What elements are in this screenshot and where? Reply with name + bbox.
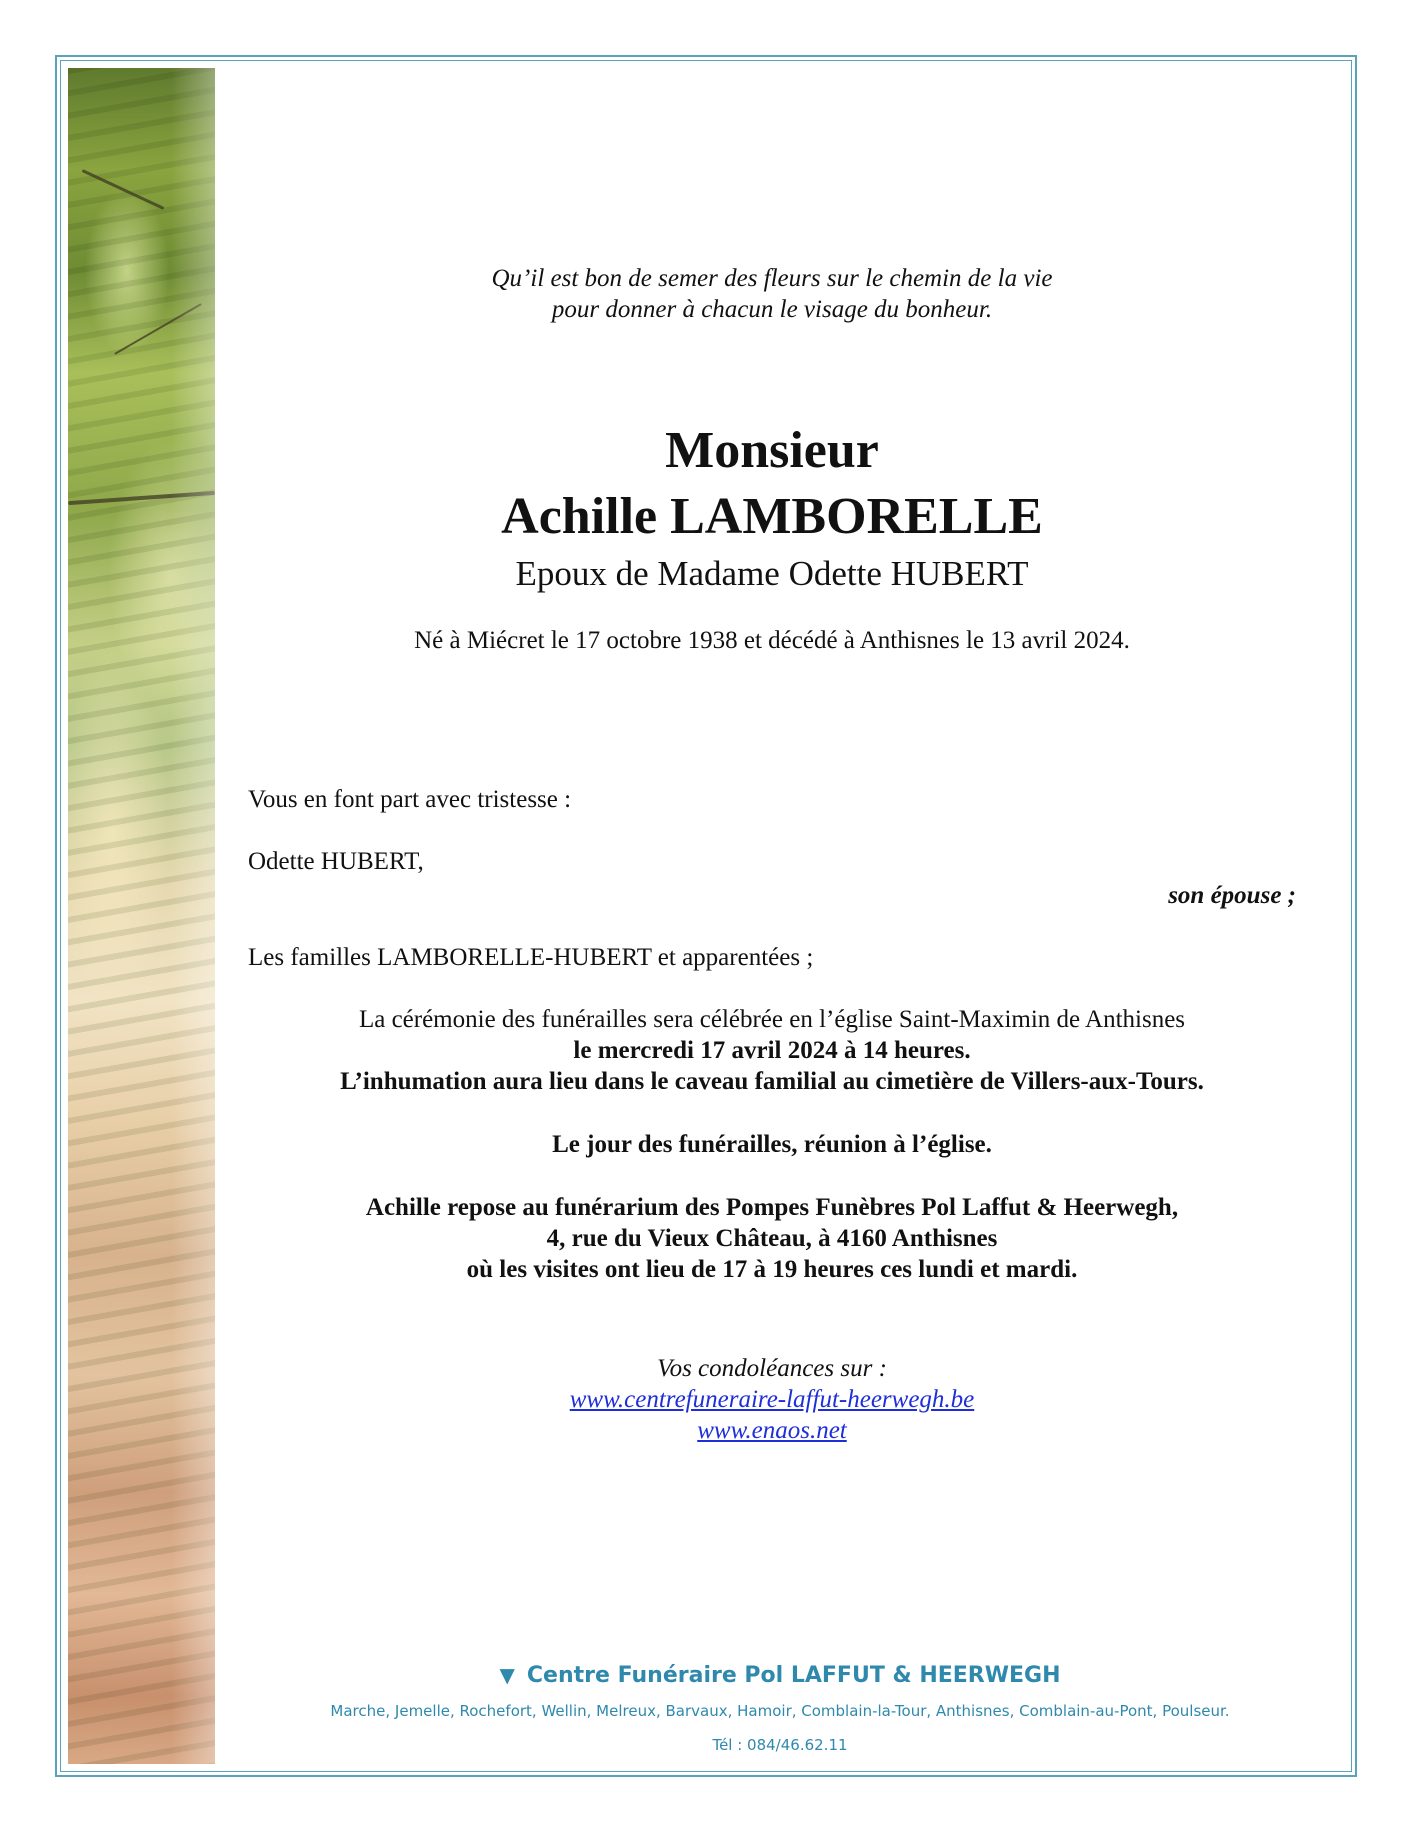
visits-line-1: Achille repose au funérarium des Pompes Funèbres Pol Laffut & Heerwegh, <box>365 1194 1179 1221</box>
ceremony-block <box>248 1004 1296 1097</box>
opening-quote <box>248 263 1296 325</box>
forest-path-photo <box>68 68 215 1764</box>
meeting-line: Le jour des funérailles, réunion à l’église. <box>552 1131 992 1158</box>
families-line: Les familles LAMBORELLE-HUBERT et apparentées ; <box>248 944 814 971</box>
spouse-line: Epoux de Madame Odette HUBERT <box>515 554 1029 593</box>
condolences-link-enaos[interactable]: www.enaos.net <box>697 1417 847 1444</box>
visits-block <box>248 1192 1296 1285</box>
funeral-home-towns: Marche, Jemelle, Rochefort, Wellin, Melreux, Barvaux, Hamoir, Comblain-la-Tour, Anthisnes, Comblain-au-Pont, Poulseur. <box>330 1702 1230 1720</box>
spouse-role: son épouse ; <box>1168 882 1296 909</box>
deceased-name: Achille LAMBORELLE <box>501 488 1043 545</box>
family-intro: Vous en font part avec tristesse : <box>248 786 572 813</box>
quote-line-2: pour donner à chacun le visage du bonheur. <box>551 296 993 323</box>
triangle-down-icon: ▼ <box>499 1663 515 1687</box>
ceremony-line-1: La cérémonie des funérailles sera célébrée en l’église Saint-Maximin de Anthisnes <box>358 1006 1186 1033</box>
condolences-label: Vos condoléances sur : <box>657 1355 887 1382</box>
birth-death-line: Né à Miécret le 17 octobre 1938 et décédé à Anthisnes le 13 avril 2024. <box>414 627 1130 654</box>
condolences-link-laffut[interactable]: www.centrefuneraire-laffut-heerwegh.be <box>569 1386 975 1413</box>
deceased-title: Monsieur <box>665 422 879 479</box>
burial-line: L’inhumation aura lieu dans le caveau familial au cimetière de Villers-aux-Tours. <box>340 1068 1204 1095</box>
condolences-block <box>248 1353 1296 1446</box>
ceremony-date: le mercredi 17 avril 2024 à 14 heures. <box>573 1037 971 1064</box>
visits-line-3: où les visites ont lieu de 17 à 19 heures ces lundi et mardi. <box>466 1256 1078 1283</box>
funeral-home-phone: Tél : 084/46.62.11 <box>712 1736 848 1754</box>
visits-line-2: 4, rue du Vieux Château, à 4160 Anthisnes <box>546 1225 998 1252</box>
quote-line-1: Qu’il est bon de semer des fleurs sur le chemin de la vie <box>491 265 1053 292</box>
funeral-home-name <box>215 1661 1345 1690</box>
funeral-home-title: Centre Funéraire Pol LAFFUT & HEERWEGH <box>526 1663 1061 1688</box>
spouse-name: Odette HUBERT, <box>248 848 424 875</box>
